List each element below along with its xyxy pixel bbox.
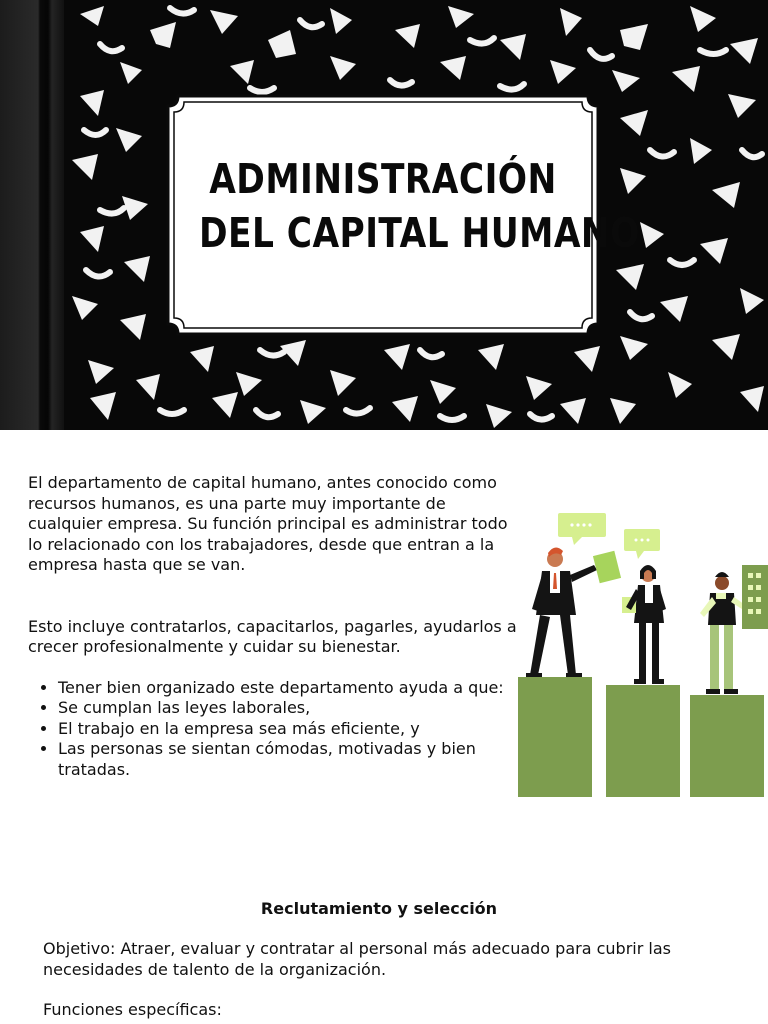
speech-bubble-icon [558, 513, 606, 545]
list-item: • Las personas se sientan cómodas, motivadas y bien tratadas. [58, 739, 523, 780]
intro-paragraph-2: Esto incluye contratarlos, capacitarlos, pagarles, ayudarlos a crecer profesionalmente y cuidar su bienestar. [28, 616, 517, 656]
section-title: Reclutamiento y selección [260, 899, 498, 918]
man-with-chart [700, 565, 768, 694]
cover-title-line1: ADMINISTRACIÓN [209, 155, 557, 203]
team-podium-illustration [512, 505, 768, 805]
benefits-list [28, 678, 523, 781]
notebook-cover [0, 0, 768, 430]
woman-with-folder [622, 565, 666, 684]
list-item: • Tener bien organizado este departamento ayuda a que: [58, 678, 523, 699]
notebook-spine [0, 0, 64, 430]
cover-title-line2: DEL CAPITAL HUMANO [199, 209, 640, 257]
section-objective: Objetivo: Atraer, evaluar y contratar al personal más adecuado para cubrir las necesidades de talento de la organización. [43, 939, 671, 979]
list-item: • Se cumplan las leyes laborales, [58, 698, 523, 719]
list-item: • El trabajo en la empresa sea más eficiente, y [58, 719, 523, 740]
podium-middle [606, 685, 680, 797]
cover-title [199, 152, 640, 260]
man-with-document [526, 547, 621, 677]
functions-heading: Funciones específicas: [43, 1000, 222, 1019]
intro-section [28, 473, 523, 780]
podium-right [690, 695, 764, 797]
speech-bubble-icon [624, 529, 660, 559]
podium-left [518, 677, 592, 797]
intro-paragraph-1: El departamento de capital humano, antes conocido como recursos humanos, es una parte muy importante de cualquier empresa. Su función principal es administrar todo lo relacionado con los trabajadores, desde que entran a la empresa hasta que se van. [28, 473, 508, 574]
cover-label [164, 92, 640, 338]
section-body [43, 939, 733, 1021]
